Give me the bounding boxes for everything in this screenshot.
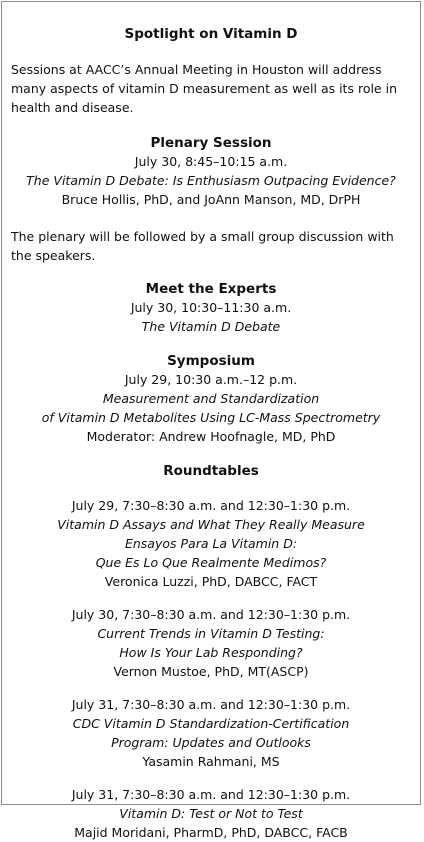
roundtable-time: July 29, 7:30–8:30 a.m. and 12:30–1:30 p.m. [71,498,351,513]
roundtable-talk-line: Current Trends in Vitamin D Testing: [97,626,325,641]
roundtable-talk-line: CDC Vitamin D Standardization-Certification [72,716,350,731]
roundtable-item [11,496,411,591]
roundtable-time: July 31, 7:30–8:30 a.m. and 12:30–1:30 p.m. [71,697,351,712]
plenary-time: July 30, 8:45–10:15 a.m. [134,154,288,169]
symposium-heading: Symposium [167,353,255,369]
plenary-talk: The Vitamin D Debate: Is Enthusiasm Outpacing Evidence? [26,173,396,188]
roundtable-time: July 31, 7:30–8:30 a.m. and 12:30–1:30 p.m. [71,787,351,802]
experts-time: July 30, 10:30–11:30 a.m. [130,300,292,315]
plenary-heading: Plenary Session [150,135,272,151]
roundtable-speaker: Yasamin Rahmani, MS [142,754,280,769]
roundtable-talk-line: Program: Updates and Outlooks [111,735,311,750]
roundtable-time: July 30, 7:30–8:30 a.m. and 12:30–1:30 p.m. [71,607,351,622]
roundtable-speaker: Vernon Mustoe, PhD, MT(ASCP) [113,664,309,679]
roundtables-heading: Roundtables [163,463,259,479]
roundtable-talk-line: Que Es Lo Que Realmente Medimos? [95,555,327,570]
symposium-talk-line: of Vitamin D Metabolites Using LC-Mass Spectrometry [41,410,381,425]
intro-paragraph: Sessions at AACC’s Annual Meeting in Houston will address many aspects of vitamin D measurement as well as its role in health and disease. [11,62,397,115]
plenary-speakers: Bruce Hollis, PhD, and JoAnn Manson, MD, DrPH [61,192,361,207]
experts-talk: The Vitamin D Debate [141,319,281,334]
roundtable-item [11,695,411,771]
experts-heading: Meet the Experts [145,281,277,297]
roundtable-speaker: Veronica Luzzi, PhD, DABCC, FACT [104,574,318,589]
page-title: Spotlight on Vitamin D [124,26,298,42]
spotlight-box [1,1,421,840]
roundtable-speaker: Majid Moridani, PharmD, PhD, DABCC, FACB [74,825,348,840]
roundtable-talk-line: Vitamin D: Test or Not to Test [119,806,303,821]
roundtable-item [11,605,411,681]
symposium-talk-line: Measurement and Standardization [102,391,320,406]
roundtable-talk-line: Vitamin D Assays and What They Really Measure [57,517,365,532]
roundtable-talk-line: How Is Your Lab Responding? [119,645,303,660]
plenary-note: The plenary will be followed by a small group discussion with the speakers. [11,229,394,263]
roundtable-item [11,785,411,842]
symposium-moderator: Moderator: Andrew Hoofnagle, MD, PhD [86,429,336,444]
symposium-time: July 29, 10:30 a.m.–12 p.m. [124,372,298,387]
roundtable-talk-line: Ensayos Para La Vitamin D: [124,536,298,551]
